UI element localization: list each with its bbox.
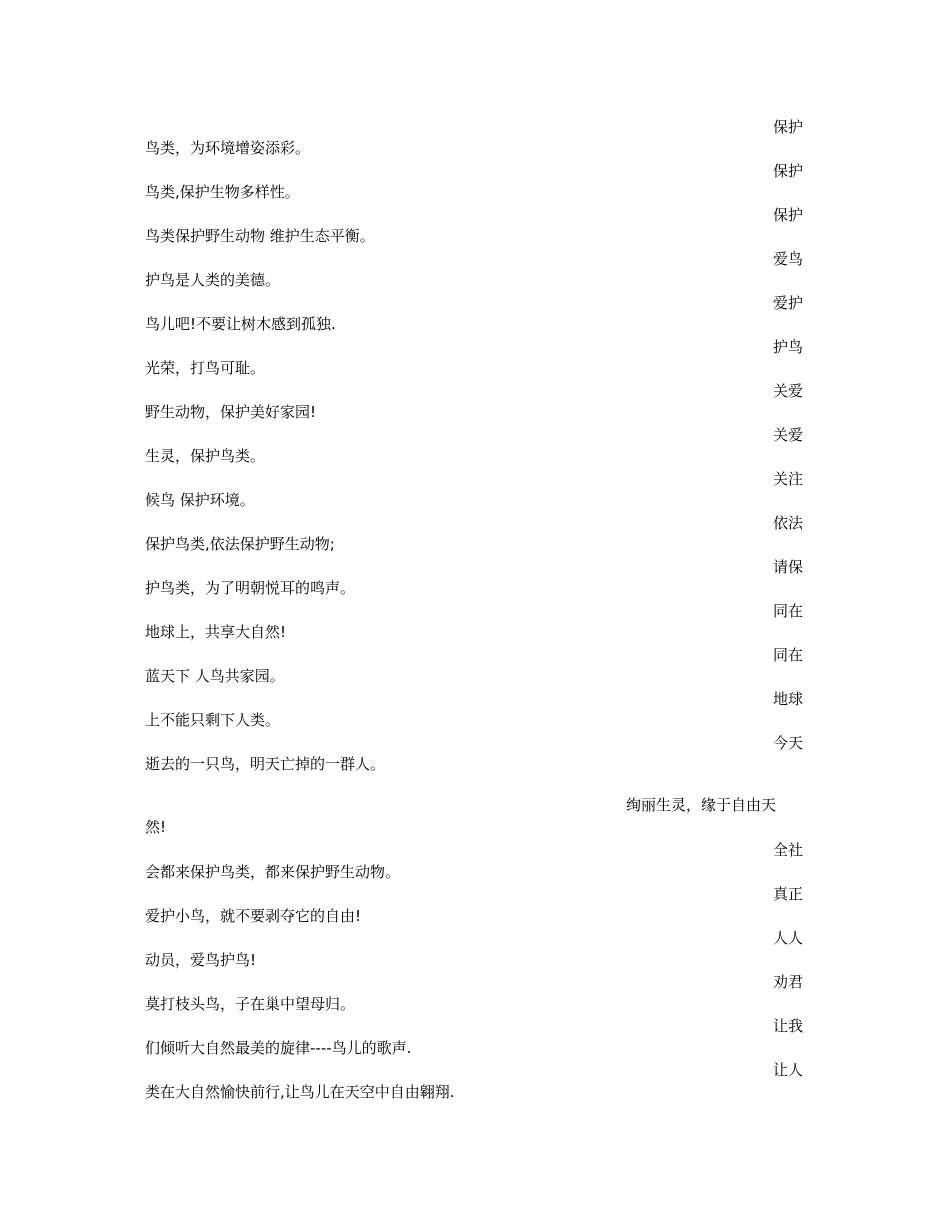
slogan-line-start: 真正 <box>772 885 803 903</box>
slogan-line-start: 保护 <box>772 118 803 136</box>
slogan-line-start: 同在 <box>772 646 803 664</box>
slogan-line-continuation: 然! <box>145 818 167 836</box>
slogan-line-continuation: 生灵，保护鸟类。 <box>145 447 266 465</box>
slogan-line-start: 全社 <box>772 841 803 859</box>
slogan-line-continuation: 蓝天下 人鸟共家园。 <box>145 667 285 685</box>
slogan-line-start: 爱护 <box>772 294 803 312</box>
slogan-line-continuation: 鸟儿吧!不要让树木感到孤独. <box>145 315 336 333</box>
slogan-line-start: 地球 <box>772 690 803 708</box>
slogan-line-start: 今天 <box>772 734 803 752</box>
slogan-line-continuation: 逝去的一只鸟，明天亡掉的一群人。 <box>145 755 386 773</box>
slogan-line-continuation: 爱护小鸟，就不要剥夺它的自由! <box>145 907 362 925</box>
slogan-line-start: 依法 <box>772 514 803 532</box>
slogan-line-continuation: 地球上，共享大自然! <box>145 623 287 641</box>
slogan-line-start: 护鸟 <box>772 338 803 356</box>
slogan-line-continuation: 莫打枝头鸟，子在巢中望母归。 <box>145 995 356 1013</box>
slogan-line-continuation: 野生动物，保护美好家园! <box>145 403 317 421</box>
slogan-line-continuation: 鸟类保护野生动物 维护生态平衡。 <box>145 227 375 245</box>
slogan-line-start: 请保 <box>772 558 803 576</box>
slogan-line-start: 关爱 <box>772 382 803 400</box>
slogan-line-start: 关注 <box>772 470 803 488</box>
slogan-line-start: 同在 <box>772 602 803 620</box>
slogan-line-continuation: 动员，爱鸟护鸟! <box>145 951 257 969</box>
slogan-line-continuation: 会都来保护鸟类，都来保护野生动物。 <box>145 863 401 881</box>
slogan-line-start: 让人 <box>772 1061 803 1079</box>
slogan-line-continuation: 上不能只剩下人类。 <box>145 711 281 729</box>
slogan-line-start: 劝君 <box>772 973 803 991</box>
slogan-line-continuation: 类在大自然愉快前行,让鸟儿在天空中自由翱翔. <box>145 1083 455 1101</box>
slogan-line-continuation: 鸟类,保护生物多样性。 <box>145 183 300 201</box>
slogan-line-continuation: 候鸟 保护环境。 <box>145 491 255 509</box>
slogan-line-continuation: 光荣，打鸟可耻。 <box>145 359 266 377</box>
slogan-line-start: 让我 <box>772 1017 803 1035</box>
slogan-line-continuation: 鸟类，为环境增姿添彩。 <box>145 139 311 157</box>
slogan-line-start: 爱鸟 <box>772 250 803 268</box>
slogan-line-start: 保护 <box>772 162 803 180</box>
slogan-line-start: 关爱 <box>772 426 803 444</box>
slogan-line-continuation: 护鸟类，为了明朝悦耳的鸣声。 <box>145 579 356 597</box>
slogan-line-start: 绚丽生灵，缘于自由天 <box>625 796 776 814</box>
slogan-line-continuation: 保护鸟类,依法保护野生动物; <box>145 535 335 553</box>
slogan-line-continuation: 们倾听大自然最美的旋律----鸟儿的歌声. <box>145 1039 412 1057</box>
slogan-line-start: 人人 <box>772 929 803 947</box>
slogan-line-start: 保护 <box>772 206 803 224</box>
slogan-line-continuation: 护鸟是人类的美德。 <box>145 271 281 289</box>
